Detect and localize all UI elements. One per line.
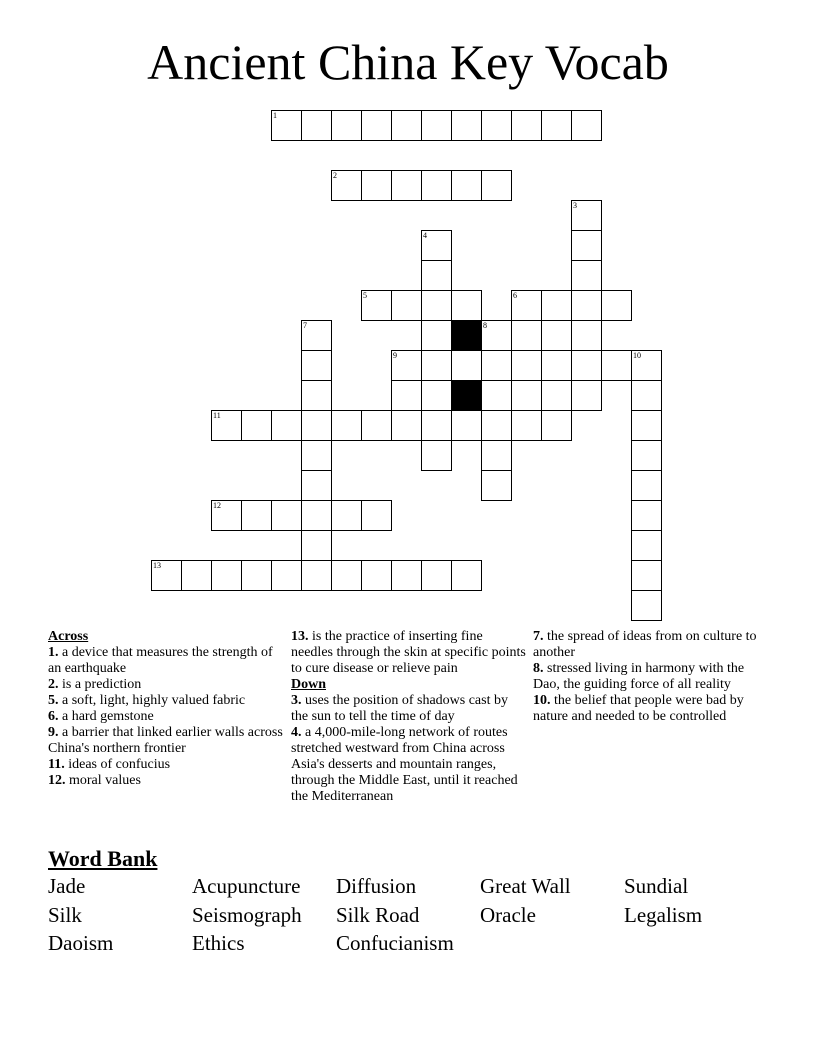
clue-text: ideas of confucius (68, 757, 171, 772)
grid-cell[interactable] (211, 500, 242, 531)
grid-cell[interactable] (331, 560, 362, 591)
grid-cell[interactable] (571, 380, 602, 411)
grid-cell[interactable] (481, 440, 512, 471)
grid-cell[interactable] (421, 440, 452, 471)
grid-cell[interactable] (631, 380, 662, 411)
grid-cell[interactable] (601, 350, 632, 381)
grid-cell[interactable] (631, 470, 662, 501)
grid-cell[interactable] (331, 110, 362, 141)
grid-cell[interactable] (571, 110, 602, 141)
clue (533, 693, 761, 725)
grid-cell[interactable] (511, 110, 542, 141)
grid-cell[interactable] (301, 560, 332, 591)
grid-cell[interactable] (541, 320, 572, 351)
grid-cell[interactable] (301, 320, 332, 351)
clue-number: 11 (213, 411, 221, 420)
grid-cell[interactable] (391, 170, 422, 201)
grid-cell[interactable] (301, 410, 332, 441)
clue-text: a 4,000-mile-long network of routes stretched westward from China across Asia's desserts and mountain ranges, through the Middle East, until it reached the Mediterranean (291, 725, 518, 804)
clue (48, 709, 283, 725)
grid-cell[interactable] (631, 440, 662, 471)
grid-cell[interactable] (391, 560, 422, 591)
clue (48, 725, 283, 757)
clue-text: a barrier that linked earlier walls across China's northern frontier (48, 725, 283, 756)
clue-number-label: 4. (291, 725, 302, 740)
clue-text: moral values (69, 773, 141, 788)
grid-cell[interactable] (151, 560, 182, 591)
clue-text: a device that measures the strength of an earthquake (48, 645, 273, 676)
grid-cell[interactable] (391, 290, 422, 321)
clue (48, 773, 283, 789)
grid-cell[interactable] (631, 350, 662, 381)
clue-number: 12 (213, 501, 221, 510)
clue-number-label: 2. (48, 677, 59, 692)
grid-cell[interactable] (391, 380, 422, 411)
grid-cell[interactable] (301, 110, 332, 141)
grid-cell[interactable] (451, 110, 482, 141)
grid-cell[interactable] (421, 110, 452, 141)
clue-number-label: 5. (48, 693, 59, 708)
grid-cell[interactable] (361, 560, 392, 591)
clue-number: 3 (573, 201, 577, 210)
word-bank-item: Confucianism (336, 931, 454, 955)
clue-text: stressed living in harmony with the Dao, the guiding force of all reality (533, 661, 745, 692)
grid-cell[interactable] (421, 560, 452, 591)
clue (291, 693, 527, 725)
grid-cell[interactable] (631, 590, 662, 621)
grid-cell[interactable] (331, 500, 362, 531)
clue-number: 7 (303, 321, 307, 330)
word-bank-item: Silk (48, 903, 82, 927)
grid-cell[interactable] (541, 110, 572, 141)
clue-text: is the practice of inserting fine needles through the skin at specific points to cure disease or relieve pain (291, 629, 526, 676)
grid-cell[interactable] (331, 170, 362, 201)
clue-column-1 (48, 629, 283, 789)
grid-cell[interactable] (481, 350, 512, 381)
clue-text: the spread of ideas from on culture to another (533, 629, 757, 660)
grid-cell[interactable] (421, 290, 452, 321)
grid-cell[interactable] (631, 560, 662, 591)
clue (291, 725, 527, 805)
clue-number: 8 (483, 321, 487, 330)
puzzle-title: Ancient China Key Vocab (147, 34, 669, 90)
clue-number-label: 3. (291, 693, 302, 708)
grid-cell[interactable] (421, 350, 452, 381)
grid-cell[interactable] (271, 500, 302, 531)
clue (48, 677, 283, 693)
grid-cell[interactable] (571, 320, 602, 351)
grid-cell[interactable] (451, 350, 482, 381)
clue (291, 629, 527, 677)
clue-number-label: 7. (533, 629, 544, 644)
word-bank-item: Sundial (624, 874, 689, 898)
grid-cell[interactable] (481, 320, 512, 351)
clue-number-label: 1. (48, 645, 59, 660)
grid-cell[interactable] (511, 410, 542, 441)
word-bank-item: Great Wall (480, 874, 571, 898)
clue-column-2 (291, 629, 527, 805)
grid-cell[interactable] (301, 500, 332, 531)
grid-cell[interactable] (451, 290, 482, 321)
clue-text: uses the position of shadows cast by the sun to tell the time of day (291, 693, 508, 724)
grid-cell[interactable] (481, 410, 512, 441)
clue-number: 6 (513, 291, 517, 300)
word-bank-item: Legalism (624, 903, 703, 927)
grid-cell[interactable] (421, 380, 452, 411)
clue (48, 757, 283, 773)
down-header: Down (291, 677, 327, 692)
word-bank-item: Jade (48, 874, 86, 898)
word-bank-item: Diffusion (336, 874, 417, 898)
grid-cell[interactable] (541, 410, 572, 441)
clue-number: 4 (423, 231, 427, 240)
grid-cell[interactable] (241, 410, 272, 441)
clue-number-label: 8. (533, 661, 544, 676)
grid-cell[interactable] (421, 260, 452, 291)
grid-cell[interactable] (631, 410, 662, 441)
grid-cell[interactable] (271, 560, 302, 591)
grid-cell[interactable] (541, 290, 572, 321)
grid-cell[interactable] (361, 410, 392, 441)
across-header: Across (48, 629, 89, 644)
grid-cell[interactable] (511, 350, 542, 381)
word-bank-title: Word Bank (48, 846, 158, 871)
grid-cell[interactable] (421, 410, 452, 441)
word-bank-item: Seismograph (192, 903, 302, 927)
grid-cell[interactable] (331, 410, 362, 441)
grid-cell[interactable] (421, 230, 452, 261)
grid-cell[interactable] (511, 380, 542, 411)
grid-cell[interactable] (481, 170, 512, 201)
grid-cell[interactable] (301, 350, 332, 381)
clue-number-label: 9. (48, 725, 59, 740)
grid-cell[interactable] (391, 350, 422, 381)
grid-cell[interactable] (511, 290, 542, 321)
word-bank-item: Silk Road (336, 903, 420, 927)
clue-number: 2 (333, 171, 337, 180)
clue-number-label: 6. (48, 709, 59, 724)
clue-number: 9 (393, 351, 397, 360)
clue (533, 661, 761, 693)
grid-cell[interactable] (451, 170, 482, 201)
grid-cell[interactable] (301, 470, 332, 501)
grid-cell[interactable] (541, 380, 572, 411)
word-bank-item: Daoism (48, 931, 114, 955)
clue (533, 629, 761, 661)
grid-cell[interactable] (391, 410, 422, 441)
grid-cell[interactable] (481, 470, 512, 501)
grid-cell[interactable] (391, 110, 422, 141)
clue (48, 645, 283, 677)
grid-cell[interactable] (571, 290, 602, 321)
clue-number-label: 11. (48, 757, 65, 772)
grid-cell[interactable] (271, 110, 302, 141)
grid-cell[interactable] (631, 530, 662, 561)
clue-number-label: 12. (48, 773, 66, 788)
word-bank-item: Oracle (480, 903, 536, 927)
grid-cell[interactable] (361, 500, 392, 531)
clue-text: the belief that people were bad by nature and needed to be controlled (533, 693, 744, 724)
clue-text: is a prediction (62, 677, 142, 692)
grid-cell[interactable] (601, 290, 632, 321)
grid-cell[interactable] (481, 110, 512, 141)
grid-cell[interactable] (511, 320, 542, 351)
clue-text: a hard gemstone (62, 709, 154, 724)
grid-cell[interactable] (481, 380, 512, 411)
grid-cell[interactable] (451, 410, 482, 441)
clue-number: 1 (273, 111, 277, 120)
grid-cell[interactable] (361, 290, 392, 321)
grid-cell[interactable] (451, 560, 482, 591)
grid-cell[interactable] (181, 560, 212, 591)
clue-number: 5 (363, 291, 367, 300)
grid-cell[interactable] (211, 560, 242, 591)
grid-cell[interactable] (421, 170, 452, 201)
grid-cell[interactable] (301, 380, 332, 411)
grid-cell[interactable] (421, 320, 452, 351)
grid-cell[interactable] (541, 350, 572, 381)
grid-cell[interactable] (631, 500, 662, 531)
clue-column-3 (533, 629, 761, 725)
clue-text: a soft, light, highly valued fabric (62, 693, 246, 708)
black-cell (451, 320, 482, 351)
black-cell (451, 380, 482, 411)
grid-cell[interactable] (301, 440, 332, 471)
grid-cell[interactable] (571, 260, 602, 291)
grid-cell[interactable] (241, 560, 272, 591)
clue-number-label: 10. (533, 693, 551, 708)
clue-number: 10 (633, 351, 641, 360)
grid-cell[interactable] (571, 350, 602, 381)
grid-cell[interactable] (361, 110, 392, 141)
clue-number-label: 13. (291, 629, 309, 644)
word-bank-item: Ethics (192, 931, 245, 955)
grid-cell[interactable] (361, 170, 392, 201)
grid-cell[interactable] (301, 530, 332, 561)
grid-cell[interactable] (241, 500, 272, 531)
grid-cell[interactable] (271, 410, 302, 441)
word-bank-item: Acupuncture (192, 874, 301, 898)
grid-cell[interactable] (571, 200, 602, 231)
clue (48, 693, 283, 709)
grid-cell[interactable] (211, 410, 242, 441)
clue-number: 13 (153, 561, 161, 570)
grid-cell[interactable] (571, 230, 602, 261)
